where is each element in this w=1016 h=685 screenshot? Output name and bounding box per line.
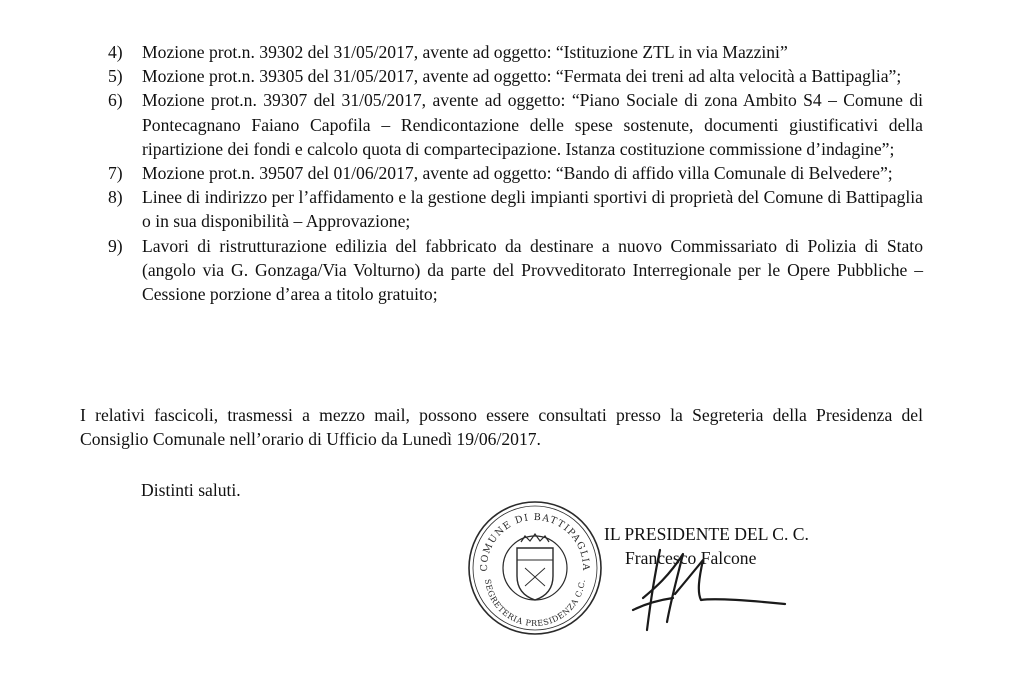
agenda-item [108, 64, 923, 88]
agenda-item-text: Mozione prot.n. 39305 del 31/05/2017, avente ad oggetto: “Fermata dei treni ad alta velocità a Battipaglia”; [142, 66, 902, 87]
agenda-item-text: Mozione prot.n. 39507 del 01/06/2017, avente ad oggetto: “Bando di affido villa Comunale di Belvedere”; [142, 163, 893, 184]
agenda-item [108, 234, 923, 307]
agenda-item-number: 6) [108, 90, 123, 111]
svg-text:COMUNE DI BATTIPAGLIA [479, 512, 591, 572]
agenda-item [108, 161, 923, 185]
svg-text:SEGRETERIA PRESIDENZA C.C. [483, 579, 587, 629]
official-stamp-icon [465, 498, 605, 638]
agenda-item [108, 185, 923, 233]
stamp-bottom-text: SEGRETERIA PRESIDENZA C.C. [483, 578, 587, 629]
agenda-item-number: 4) [108, 42, 123, 62]
agenda-item-number: 5) [108, 66, 123, 87]
agenda-item-text: Linee di indirizzo per l’affidamento e la gestione degli impianti sportivi di proprietà del Comune di Battipaglia o in sua disponibilità – Approvazione; [142, 187, 923, 232]
agenda-item-number: 9) [108, 235, 123, 256]
closing-salutation: Distinti saluti. [141, 480, 241, 500]
signatory-title: IL PRESIDENTE DEL C. C. [604, 524, 809, 544]
agenda-item-number: 7) [108, 163, 123, 184]
agenda-item-number: 8) [108, 187, 123, 208]
stamp-top-text: COMUNE DI BATTIPAGLIA [478, 511, 592, 572]
consultation-paragraph: I relativi fascicoli, trasmessi a mezzo mail, possono essere consultati presso la Segreteria della Presidenza del Consiglio Comunale nell’orario di Ufficio da Lunedì 19/06/2017. [80, 405, 923, 450]
agenda-item-text: Mozione prot.n. 39302 del 31/05/2017, avente ad oggetto: “Istituzione ZTL in via Mazzini” [142, 42, 788, 62]
handwritten-signature-icon [615, 538, 795, 638]
agenda-item-text: Lavori di ristrutturazione edilizia del fabbricato da destinare a nuovo Commissariato di Polizia di Stato (angolo via G. Gonzaga/Via Volturno) da parte del Provveditorato Interregionale per le Opere Pubbliche – Cessione porzione d’area a titolo gratuito; [142, 235, 923, 305]
agenda-list [108, 40, 923, 306]
signatory-name: Francesco Falcone [625, 548, 757, 568]
agenda-item-text: Mozione prot.n. 39307 del 31/05/2017, avente ad oggetto: “Piano Sociale di zona Ambito S4 – Comune di Pontecagnano Faiano Capofila – Rendicontazione delle spese sostenute, documenti giustificativi della ripartizione dei fondi e calcolo quota di compartecipazione. Istanza costituzione commissione d’indagine”; [142, 90, 923, 159]
agenda-item [108, 40, 923, 64]
agenda-item [108, 88, 923, 161]
